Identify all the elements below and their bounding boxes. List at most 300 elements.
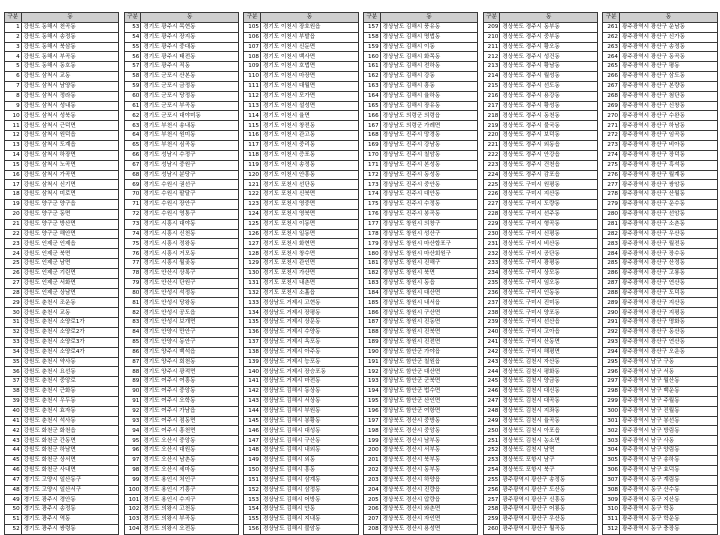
row-number: 145	[244, 416, 261, 426]
region-name: 경상남도 진주시 봉곡동	[380, 209, 478, 219]
row-number: 294	[603, 347, 620, 357]
table-row	[5, 22, 718, 32]
table-row	[5, 485, 718, 495]
row-number: 32	[5, 328, 22, 338]
table-row	[5, 219, 718, 229]
region-name: 경기도 이천시 신둔면	[260, 42, 358, 52]
row-number: 51	[5, 515, 22, 525]
row-number: 284	[603, 249, 620, 259]
region-name: 경기도 여주시 오학동	[141, 396, 239, 406]
row-number: 194	[364, 387, 381, 397]
region-name: 강원도 춘천시 효자동	[21, 406, 119, 416]
row-number: 82	[124, 308, 141, 318]
header-dong: 동	[260, 13, 358, 23]
row-number: 296	[603, 367, 620, 377]
region-name: 강원도 춘천시 소양로2가	[21, 328, 119, 338]
region-name: 광주광역시 동구 학동	[620, 505, 718, 515]
region-name: 광주광역시 남구 봉선동	[620, 416, 718, 426]
row-number: 7	[5, 81, 22, 91]
row-number: 205	[364, 495, 381, 505]
table-row	[5, 446, 718, 456]
region-name: 광주광역시 남구 방림동	[620, 426, 718, 436]
row-number: 172	[364, 170, 381, 180]
region-name: 광주광역시 광산구 신흥동	[500, 495, 598, 505]
region-name: 경상북도 경산시 서부동	[380, 446, 478, 456]
region-name: 경기도 이천시 설성면	[260, 101, 358, 111]
row-number: 311	[603, 515, 620, 525]
row-number: 292	[603, 328, 620, 338]
row-number: 105	[244, 22, 261, 32]
region-name: 경기도 부천시 송내동	[141, 121, 239, 131]
table-row	[5, 140, 718, 150]
region-name: 광주광역시 남구 양림동	[620, 446, 718, 456]
region-name: 강원도 화천군 간동면	[21, 436, 119, 446]
table-row	[5, 131, 718, 141]
region-name: 강원도 화천군 화천읍	[21, 426, 119, 436]
table-row	[5, 72, 718, 82]
region-name: 경상남도 진주시 대안동	[380, 190, 478, 200]
table-row	[5, 32, 718, 42]
row-number: 260	[483, 524, 500, 534]
region-name: 경기도 양주시 회천동	[141, 357, 239, 367]
row-number: 10	[5, 111, 22, 121]
region-name: 경기도 안산시 단원구	[141, 278, 239, 288]
region-name: 경상북도 경산시 남부동	[380, 436, 478, 446]
row-number: 55	[124, 42, 141, 52]
row-number: 257	[483, 495, 500, 505]
region-name: 경기도 광주시 쌍령동	[21, 524, 119, 534]
row-number: 26	[5, 268, 22, 278]
table-row	[5, 495, 718, 505]
region-name: 경기도 안성시 석정동	[141, 288, 239, 298]
region-name: 경상북도 경산시 와촌면	[380, 505, 478, 515]
row-number: 224	[483, 170, 500, 180]
row-number: 115	[244, 121, 261, 131]
region-name: 강원도 삼척시 원덕읍	[21, 131, 119, 141]
region-name: 강원도 삼척시 남양동	[21, 81, 119, 91]
region-name: 경상북도 경주시 동천동	[500, 111, 598, 121]
region-name: 경상북도 구미시 원평동	[500, 180, 598, 190]
region-name: 광주광역시 광산구 우산동	[620, 229, 718, 239]
row-number: 231	[483, 239, 500, 249]
region-name: 경기도 부천시 원미동	[141, 131, 239, 141]
row-number: 143	[244, 396, 261, 406]
row-number: 135	[244, 318, 261, 328]
row-number: 165	[364, 101, 381, 111]
region-name: 경기도 안성시 공도읍	[141, 308, 239, 318]
region-name: 경기도 군포시 부곡동	[141, 101, 239, 111]
row-number: 163	[364, 81, 381, 91]
table-row	[5, 101, 718, 111]
region-name: 강원도 삼척시 성내동	[21, 101, 119, 111]
region-name: 경상남도 김해시 강동	[380, 72, 478, 82]
region-name: 광주광역시 남구 월산동	[620, 377, 718, 387]
row-number: 240	[483, 328, 500, 338]
region-name: 경상남도 진주시 망경동	[380, 131, 478, 141]
row-number: 176	[364, 209, 381, 219]
region-name: 광주광역시 남구 주월동	[620, 396, 718, 406]
table-row	[5, 328, 718, 338]
region-name: 강원도 춘천시 교동	[21, 308, 119, 318]
row-number: 225	[483, 180, 500, 190]
region-name: 광주광역시 광산구 장수동	[620, 249, 718, 259]
table-row	[5, 347, 718, 357]
row-number: 112	[244, 91, 261, 101]
region-name: 광주광역시 광산구 신창동	[620, 101, 718, 111]
table-row	[5, 209, 718, 219]
row-number: 243	[483, 357, 500, 367]
row-number: 137	[244, 337, 261, 347]
region-name: 경상남도 김해시 삼정동	[260, 485, 358, 495]
region-name: 경상북도 구미시 광평동	[500, 259, 598, 269]
row-number: 23	[5, 239, 22, 249]
row-number: 79	[124, 278, 141, 288]
region-name: 경기도 여주시 가남읍	[141, 406, 239, 416]
table-row	[5, 475, 718, 485]
region-name: 경기도 오산시 세마동	[141, 465, 239, 475]
region-name: 광주광역시 남구 진월동	[620, 406, 718, 416]
region-name: 경상북도 경산시 동부동	[380, 465, 478, 475]
row-number: 100	[124, 485, 141, 495]
row-number: 86	[124, 347, 141, 357]
row-number: 95	[124, 436, 141, 446]
row-number: 191	[364, 357, 381, 367]
row-number: 214	[483, 72, 500, 82]
row-number: 293	[603, 337, 620, 347]
row-number: 215	[483, 81, 500, 91]
region-name: 경상남도 진주시 본성동	[380, 160, 478, 170]
row-number: 74	[124, 229, 141, 239]
header-category: 구분	[364, 13, 381, 23]
region-name: 경상북도 경주시 외동읍	[500, 140, 598, 150]
region-name: 경기도 여주시 중앙동	[141, 387, 239, 397]
region-name: 경상남도 거제시 능포동	[260, 357, 358, 367]
row-number: 121	[244, 180, 261, 190]
region-name: 경상북도 김천시 농소면	[500, 436, 598, 446]
region-name: 경상북도 경주시 성건동	[500, 52, 598, 62]
row-number: 90	[124, 387, 141, 397]
row-number: 1	[5, 22, 22, 32]
region-name: 경기도 안성시 보개면	[141, 318, 239, 328]
row-number: 36	[5, 367, 22, 377]
region-name: 강원도 양구군 양구읍	[21, 200, 119, 210]
row-number: 30	[5, 308, 22, 318]
region-name: 경상북도 구미시 비산동	[500, 239, 598, 249]
row-number: 300	[603, 406, 620, 416]
region-name: 경상남도 의령군 가례면	[380, 121, 478, 131]
row-number: 87	[124, 357, 141, 367]
region-name: 경상남도 거제시 고현동	[260, 298, 358, 308]
region-name: 강원도 인제군 북면	[21, 249, 119, 259]
region-name: 광주광역시 광산구 첨단동	[620, 91, 718, 101]
region-name: 경상남도 창원시 진동면	[380, 318, 478, 328]
region-name: 경기도 안성시 당왕동	[141, 298, 239, 308]
row-number: 234	[483, 268, 500, 278]
table-row	[5, 278, 718, 288]
table-row	[5, 160, 718, 170]
row-number: 42	[5, 426, 22, 436]
row-number: 8	[5, 91, 22, 101]
region-name: 경상북도 구미시 공단동	[500, 249, 598, 259]
row-number: 178	[364, 229, 381, 239]
region-name: 경상남도 창원시 성산구	[380, 229, 478, 239]
region-name: 강원도 양구군 해안면	[21, 229, 119, 239]
region-name: 경상남도 김해시 장유동	[380, 101, 478, 111]
region-name: 경상북도 김천시 아포읍	[500, 426, 598, 436]
region-name: 경상남도 김해시 안동	[260, 505, 358, 515]
row-number: 123	[244, 200, 261, 210]
row-number: 111	[244, 81, 261, 91]
region-name: 경기도 이천시 율면	[260, 111, 358, 121]
region-name: 광주광역시 광산구 도덕동	[620, 288, 718, 298]
region-name: 경상남도 창원시 진해구	[380, 259, 478, 269]
row-number: 6	[5, 72, 22, 82]
region-name: 광주광역시 동구 계림동	[620, 475, 718, 485]
region-name: 경기도 용인시 수지구	[141, 495, 239, 505]
region-name: 경기도 이천시 부발읍	[260, 32, 358, 42]
row-number: 216	[483, 91, 500, 101]
region-name: 강원도 양구군 동면	[21, 209, 119, 219]
region-name: 강원도 춘천시 근화동	[21, 387, 119, 397]
region-name: 경상남도 김해시 동상동	[260, 387, 358, 397]
region-name: 경상남도 거제시 장평동	[260, 308, 358, 318]
region-name: 강원도 춘천시 요선동	[21, 367, 119, 377]
row-number: 228	[483, 209, 500, 219]
row-number: 155	[244, 515, 261, 525]
region-name: 광주광역시 광산구 연산동	[620, 337, 718, 347]
region-name: 경상남도 거제시 옥포동	[260, 337, 358, 347]
row-number: 247	[483, 396, 500, 406]
row-number: 130	[244, 268, 261, 278]
region-name: 경상북도 경주시 불국동	[500, 121, 598, 131]
table-row	[5, 387, 718, 397]
row-number: 50	[5, 505, 22, 515]
region-name: 강원도 화천군 사내면	[21, 465, 119, 475]
row-number: 261	[603, 22, 620, 32]
row-number: 270	[603, 111, 620, 121]
row-number: 44	[5, 446, 22, 456]
region-name: 경상남도 김해시 흥동	[260, 465, 358, 475]
table-row	[5, 308, 718, 318]
row-number: 288	[603, 288, 620, 298]
row-number: 274	[603, 150, 620, 160]
region-name: 강원도 동해시 북삼동	[21, 42, 119, 52]
row-number: 48	[5, 485, 22, 495]
region-name: 경기도 오산시 대원동	[141, 446, 239, 456]
region-name: 경기도 포천시 영중면	[260, 200, 358, 210]
region-name: 경상남도 의령군 의령읍	[380, 111, 478, 121]
region-name: 경상북도 경산시 북부동	[380, 455, 478, 465]
region-name: 경기도 포천시 소흘읍	[260, 288, 358, 298]
row-number: 160	[364, 52, 381, 62]
row-number: 128	[244, 249, 261, 259]
region-name: 경상북도 구미시 선주동	[500, 209, 598, 219]
row-number: 54	[124, 32, 141, 42]
region-name: 강원도 화천군 하남면	[21, 446, 119, 456]
row-number: 39	[5, 396, 22, 406]
region-name: 광주광역시 광산구 지산동	[620, 298, 718, 308]
row-number: 266	[603, 72, 620, 82]
region-name: 광주광역시 광산구 동곡동	[620, 52, 718, 62]
region-name: 경상북도 김천시 양금동	[500, 377, 598, 387]
region-name: 경상북도 경주시 월성동	[500, 72, 598, 82]
region-name: 경기도 포천시 영북면	[260, 209, 358, 219]
region-name: 경기도 군포시 대야미동	[141, 111, 239, 121]
region-name: 경기도 포천시 일동면	[260, 229, 358, 239]
row-number: 99	[124, 475, 141, 485]
row-number: 207	[364, 515, 381, 525]
region-name: 강원도 삼척시 신기면	[21, 180, 119, 190]
region-name: 강원도 삼척시 근덕면	[21, 121, 119, 131]
row-number: 197	[364, 416, 381, 426]
region-name: 광주광역시 광산구 소촌동	[620, 219, 718, 229]
region-name: 광주광역시 광산구 어룡동	[500, 505, 598, 515]
region-name: 경상북도 김천시 율곡동	[500, 416, 598, 426]
row-number: 67	[124, 160, 141, 170]
row-number: 108	[244, 52, 261, 62]
region-name: 강원도 인제군 상남면	[21, 288, 119, 298]
row-number: 287	[603, 278, 620, 288]
table-row	[5, 505, 718, 515]
row-number: 136	[244, 328, 261, 338]
region-name: 경상남도 창원시 내서읍	[380, 298, 478, 308]
table-row	[5, 318, 718, 328]
row-number: 281	[603, 219, 620, 229]
region-name: 경기도 광주시 장지동	[141, 32, 239, 42]
row-number: 271	[603, 121, 620, 131]
row-number: 180	[364, 249, 381, 259]
row-number: 131	[244, 278, 261, 288]
region-name: 경상남도 거제시 장승포동	[260, 367, 358, 377]
row-number: 118	[244, 150, 261, 160]
row-number: 35	[5, 357, 22, 367]
region-name: 경상남도 김해시 대성동	[260, 426, 358, 436]
row-number: 306	[603, 465, 620, 475]
row-number: 174	[364, 190, 381, 200]
region-name: 경상북도 경산시 용성면	[380, 524, 478, 534]
region-name: 광주광역시 남구 백운동	[620, 387, 718, 397]
table-row	[5, 515, 718, 525]
region-name: 경상남도 창원시 동읍	[380, 278, 478, 288]
row-number: 129	[244, 259, 261, 269]
row-number: 65	[124, 140, 141, 150]
region-name: 경기도 광주시 태전동	[141, 52, 239, 62]
row-number: 17	[5, 180, 22, 190]
region-name: 광주광역시 광산구 산정동	[620, 259, 718, 269]
row-number: 21	[5, 219, 22, 229]
row-number: 15	[5, 160, 22, 170]
row-number: 282	[603, 229, 620, 239]
row-number: 140	[244, 367, 261, 377]
row-number: 251	[483, 436, 500, 446]
row-number: 119	[244, 160, 261, 170]
region-name: 강원도 인제군 남면	[21, 259, 119, 269]
row-number: 307	[603, 475, 620, 485]
row-number: 202	[364, 465, 381, 475]
row-number: 147	[244, 436, 261, 446]
row-number: 27	[5, 278, 22, 288]
row-number: 227	[483, 200, 500, 210]
row-number: 62	[124, 111, 141, 121]
region-name: 경기도 이천시 장호원읍	[260, 22, 358, 32]
region-name: 광주광역시 남구 구동	[620, 357, 718, 367]
row-number: 78	[124, 268, 141, 278]
region-name: 경기도 포천시 가산면	[260, 268, 358, 278]
row-number: 57	[124, 62, 141, 72]
region-name: 강원도 춘천시 약사동	[21, 357, 119, 367]
region-name: 경상남도 창원시 마산합포구	[380, 239, 478, 249]
row-number: 280	[603, 209, 620, 219]
region-name: 경상북도 구미시 산동면	[500, 337, 598, 347]
region-name: 경기도 이천시 안흥동	[260, 170, 358, 180]
region-name: 경상북도 포항시 북구	[500, 465, 598, 475]
row-number: 286	[603, 268, 620, 278]
row-number: 192	[364, 367, 381, 377]
row-number: 272	[603, 131, 620, 141]
row-number: 37	[5, 377, 22, 387]
row-number: 138	[244, 347, 261, 357]
region-name: 경기도 이천시 창전동	[260, 121, 358, 131]
region-list-sheet	[4, 12, 718, 535]
table-row	[5, 190, 718, 200]
region-name: 강원도 양구군 방산면	[21, 219, 119, 229]
row-number: 38	[5, 387, 22, 397]
region-name: 경상남도 창원시 북면	[380, 268, 478, 278]
region-name: 경기도 광주시 목현동	[141, 22, 239, 32]
region-name: 광주광역시 광산구 월계동	[620, 170, 718, 180]
region-name: 광주광역시 광산구 연산동	[620, 278, 718, 288]
row-number: 229	[483, 219, 500, 229]
row-number: 310	[603, 505, 620, 515]
row-number: 33	[5, 337, 22, 347]
row-number: 64	[124, 131, 141, 141]
row-number: 226	[483, 190, 500, 200]
row-number: 88	[124, 367, 141, 377]
row-number: 185	[364, 298, 381, 308]
row-number: 98	[124, 465, 141, 475]
row-number: 265	[603, 62, 620, 72]
region-name: 경상남도 창원시 의창구	[380, 219, 478, 229]
region-name: 경기도 이천시 마장면	[260, 72, 358, 82]
region-name: 경기도 시흥시 거모동	[141, 249, 239, 259]
table-row	[5, 337, 718, 347]
region-name: 경기도 포천시 관인면	[260, 259, 358, 269]
region-name: 강원도 삼척시 교동	[21, 72, 119, 82]
row-number: 75	[124, 239, 141, 249]
table-row	[5, 42, 718, 52]
region-name: 경기도 안산시 상록구	[141, 268, 239, 278]
row-number: 232	[483, 249, 500, 259]
region-name: 경기도 시흥시 정왕동	[141, 239, 239, 249]
region-name: 강원도 삼척시 성북동	[21, 111, 119, 121]
region-name: 경기도 포천시 선단동	[260, 180, 358, 190]
row-number: 117	[244, 140, 261, 150]
region-name: 경상남도 진주시 칠암동	[380, 150, 478, 160]
row-number: 49	[5, 495, 22, 505]
row-number: 221	[483, 140, 500, 150]
region-name: 강원도 인제군 인제읍	[21, 239, 119, 249]
table-row	[5, 62, 718, 72]
row-number: 127	[244, 239, 261, 249]
table-row	[5, 249, 718, 259]
region-name: 강원도 춘천시 우두동	[21, 396, 119, 406]
region-name: 강원도 삼척시 노곡면	[21, 160, 119, 170]
region-name: 경기도 이천시 중리동	[260, 140, 358, 150]
row-number: 213	[483, 62, 500, 72]
row-number: 290	[603, 308, 620, 318]
region-name: 경상남도 진주시 수정동	[380, 200, 478, 210]
region-name: 광주광역시 광산구 신가동	[620, 32, 718, 42]
